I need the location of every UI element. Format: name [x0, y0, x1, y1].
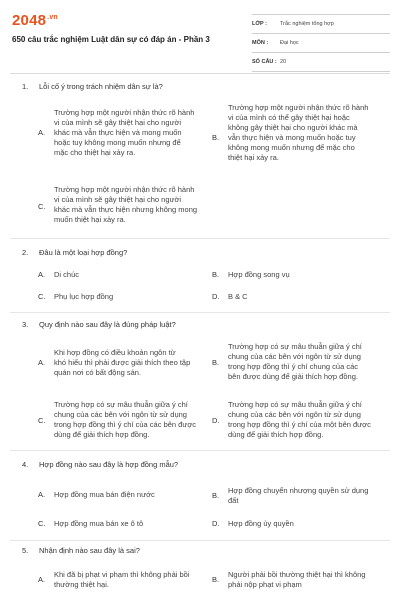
- option-text: [54, 108, 194, 158]
- question-2-heading: [22, 248, 127, 257]
- option-line: Hợp đồng chuyển nhượng quyền sử dụng: [228, 486, 369, 495]
- option-line: Khi hợp đồng có điều khoản ngôn từ: [54, 348, 176, 357]
- meta-table: [252, 14, 390, 72]
- option-letter: C.: [38, 416, 46, 425]
- option-text: [54, 270, 79, 280]
- option-letter: C.: [38, 202, 46, 211]
- question-number: 3.: [22, 320, 29, 329]
- question-1-heading: [22, 82, 163, 91]
- question-5-heading: [22, 546, 140, 555]
- option-letter: A.: [38, 270, 46, 279]
- option-line: B & C: [228, 292, 248, 301]
- option-text: [54, 519, 143, 529]
- option-letter: B.: [212, 133, 220, 142]
- option-letter: C.: [38, 519, 46, 528]
- question-number: 1.: [22, 82, 29, 91]
- option-line: khó hiểu thì phải được giải thích theo tập: [54, 358, 191, 367]
- option-line: vi của mình có thể gây thiệt hại hoặc: [228, 113, 350, 122]
- option-letter: A.: [38, 128, 46, 137]
- question-text: Nhận định nào sau đây là sai?: [39, 546, 140, 555]
- option-text: [228, 270, 290, 280]
- option-line: thường thiệt hại.: [54, 580, 109, 589]
- option-letter: A.: [38, 490, 46, 499]
- option-letter: B.: [212, 270, 220, 279]
- option-line: Người phải bồi thường thiệt hại thì không: [228, 570, 366, 579]
- option-letter: D.: [212, 519, 220, 528]
- question-divider: [10, 540, 390, 541]
- option-letter: B.: [212, 358, 220, 367]
- option-line: trong hợp đồng thì ý chí của một bên được: [228, 420, 371, 429]
- option-line: Khi đã bị phạt vi phạm thì không phải bồi: [54, 570, 190, 579]
- document-title: 650 câu trắc nghiệm Luật dân sự có đáp án - Phần 3: [12, 35, 210, 44]
- option-letter: C.: [38, 292, 46, 301]
- option-line: Trường hợp một người nhận thức rõ hành: [54, 108, 195, 117]
- option-line: vẫn thực hiện và mong muốn hoặc tuy: [228, 133, 356, 142]
- question-text: Quy định nào sau đây là đúng pháp luật?: [39, 320, 176, 329]
- meta-value: Đại học: [280, 40, 299, 46]
- option-text: [228, 486, 368, 506]
- question-divider: [10, 238, 390, 239]
- site-logo[interactable]: [12, 12, 58, 29]
- question-3-heading: [22, 320, 176, 329]
- option-line: Trường hợp một người nhận thức rõ hành: [54, 185, 195, 194]
- option-line: không mong muốn nhưng để mặc cho: [228, 143, 355, 152]
- option-line: Phụ lục hợp đồng: [54, 292, 114, 301]
- option-line: Di chúc: [54, 270, 80, 279]
- question-4-heading: [22, 460, 178, 469]
- option-line: khác mà vẫn thực hiện nhưng không mong: [54, 205, 198, 214]
- option-letter: A.: [38, 358, 46, 367]
- option-line: chung của các bên với ngôn từ sử dụng: [54, 410, 187, 419]
- option-line: quán nơi có bất động sản.: [54, 368, 142, 377]
- option-letter: B.: [212, 491, 220, 500]
- option-line: khác mà vẫn thực hiện và mong muốn: [54, 128, 182, 137]
- option-text: [228, 103, 368, 163]
- option-line: mặc cho thiệt hại xảy ra.: [54, 148, 136, 157]
- option-line: trong hợp đồng thì ý chí của các bên được: [54, 420, 197, 429]
- option-letter: D.: [212, 416, 220, 425]
- option-letter: A.: [38, 575, 46, 584]
- meta-key: LỚP :: [252, 21, 267, 27]
- option-line: chung của các bên với ngôn từ sử dụng: [228, 410, 361, 419]
- option-line: Trường hợp có sự mâu thuẫn giữa ý chí: [228, 400, 362, 409]
- logo-suffix: .vn: [47, 14, 58, 21]
- logo-main: 2048: [12, 12, 47, 29]
- option-line: đất: [228, 496, 239, 505]
- option-line: bên được dùng để giải thích hợp đồng.: [228, 372, 358, 381]
- question-number: 4.: [22, 460, 29, 469]
- meta-value: Trắc nghiệm tổng hợp: [280, 21, 334, 27]
- option-line: vi của mình sẽ gây thiệt hại cho người: [54, 195, 182, 204]
- option-text: [228, 292, 248, 302]
- option-text: [228, 570, 365, 590]
- meta-key: MÔN :: [252, 40, 269, 46]
- option-line: Trường hợp có sự mâu thuẫn giữa ý chí: [228, 342, 362, 351]
- meta-row-class: [252, 14, 390, 34]
- option-line: hoặc tuy không mong muốn nhưng để: [54, 138, 181, 147]
- option-text: [228, 400, 371, 440]
- question-number: 5.: [22, 546, 29, 555]
- question-text: Đâu là một loại hợp đồng?: [39, 248, 128, 257]
- meta-row-subject: [252, 34, 390, 53]
- question-divider: [10, 450, 390, 451]
- option-text: [54, 348, 190, 378]
- meta-key: SỐ CÂU :: [252, 59, 277, 65]
- option-line: chung của các bên với ngôn từ sử dụng: [228, 352, 361, 361]
- option-line: phải nộp phạt vi phạm: [228, 580, 302, 589]
- option-text: [54, 185, 197, 225]
- option-text: [54, 400, 196, 440]
- option-line: trong hợp đồng thì ý chí chung của các: [228, 362, 359, 371]
- option-line: không gây thiệt hại cho người khác mà: [228, 123, 358, 132]
- meta-value: 20: [280, 59, 287, 65]
- option-text: [54, 570, 190, 590]
- option-line: Trường hợp có sự mâu thuẫn giữa ý chí: [54, 400, 188, 409]
- option-line: Hợp đồng ủy quyền: [228, 519, 294, 528]
- option-line: Hợp đồng mua bán điện nước: [54, 490, 155, 499]
- option-text: [54, 490, 155, 500]
- option-line: thiệt hại xảy ra.: [228, 153, 279, 162]
- option-line: muốn thiệt hại xảy ra.: [54, 215, 126, 224]
- option-line: vi của mình sẽ gây thiệt hại cho người: [54, 118, 182, 127]
- question-number: 2.: [22, 248, 29, 257]
- option-text: [228, 342, 362, 382]
- option-line: dùng để giải thích hợp đồng.: [228, 430, 324, 439]
- option-text: [54, 292, 113, 302]
- question-text: Hợp đồng nào sau đây là hợp đồng mẫu?: [39, 460, 179, 469]
- option-line: Hợp đồng song vụ: [228, 270, 290, 279]
- header-divider: [10, 73, 390, 74]
- option-text: [228, 519, 294, 529]
- question-text: Lỗi cố ý trong trách nhiệm dân sự là?: [39, 82, 163, 91]
- option-letter: B.: [212, 575, 220, 584]
- option-letter: D.: [212, 292, 220, 301]
- option-line: Trường hợp một người nhận thức rõ hành: [228, 103, 369, 112]
- document-header: [0, 0, 400, 72]
- question-divider: [10, 312, 390, 313]
- meta-row-count: [252, 53, 390, 72]
- option-line: dùng để giải thích hợp đồng.: [54, 430, 150, 439]
- option-line: Hợp đồng mua bán xe ô tô: [54, 519, 144, 528]
